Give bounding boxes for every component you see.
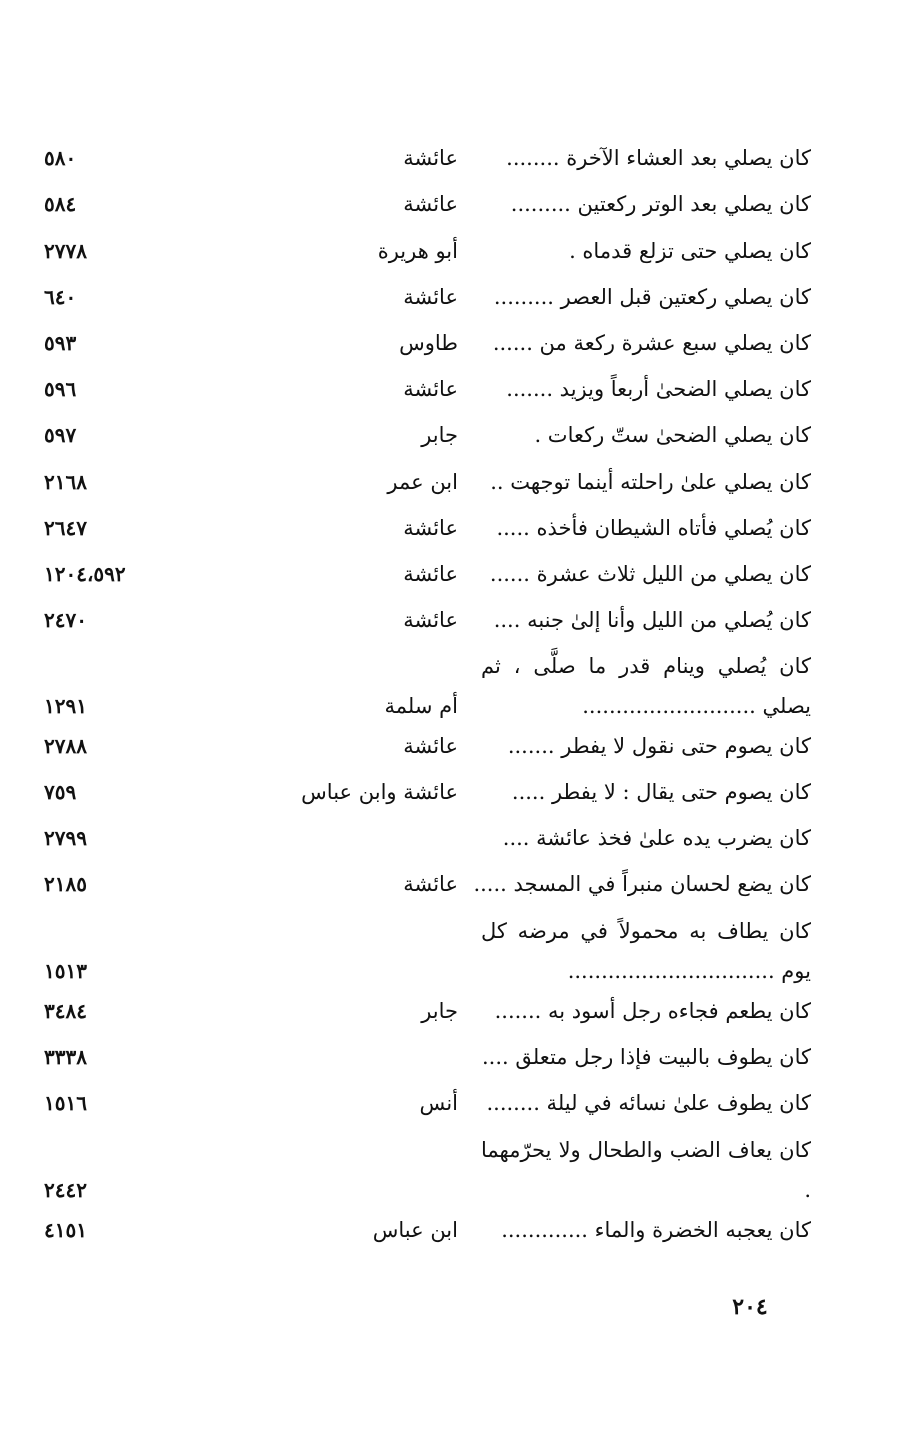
reference-number: ٣٣٣٨	[44, 1045, 87, 1069]
index-entry	[0, 1083, 897, 1129]
reference-number: ٢٧٨٨	[44, 734, 87, 758]
index-entry	[0, 1210, 897, 1256]
hadith-text: كان يصلي سبع عشرة ركعة من ......	[492, 331, 811, 355]
hadith-text: كان يعاف الضب والطحال ولا يحرّمهما .	[481, 1138, 811, 1202]
index-entry	[0, 231, 897, 277]
reference-number: ٥٩٦	[44, 377, 77, 401]
reference-number: ٢١٨٥	[44, 872, 87, 896]
hadith-text: كان يصلي بعد الوتر ركعتين .........	[510, 192, 811, 216]
narrator: عائشة	[403, 562, 458, 586]
hadith-text: كان يطوف علىٰ نسائه في ليلة ........	[486, 1091, 811, 1115]
hadith-text: كان يصلي علىٰ راحلته أينما توجهت ..	[490, 470, 811, 494]
index-entry	[0, 864, 897, 910]
reference-number: ٤١٥١	[44, 1218, 87, 1242]
reference-number: ٥٩٣	[44, 331, 77, 355]
narrator: جابر	[421, 999, 458, 1023]
index-entry	[0, 818, 897, 864]
hadith-text: كان يضرب يده علىٰ فخذ عائشة ....	[502, 826, 811, 850]
index-entry	[0, 184, 897, 230]
hadith-text: كان يضع لحسان منبراً في المسجد .....	[473, 872, 811, 896]
reference-number: ٢٤٧٠	[44, 608, 87, 632]
narrator: جابر	[421, 423, 458, 447]
hadith-text: كان يعجبه الخضرة والماء .............	[501, 1218, 811, 1242]
hadith-text: كان يُصلي فأتاه الشيطان فأخذه .....	[496, 516, 811, 540]
narrator: عائشة	[403, 192, 458, 216]
reference-number: ١٥١٣	[44, 959, 87, 983]
reference-number: ١٢٠٤،٥٩٢	[44, 562, 126, 586]
reference-number: ٥٨٠	[44, 146, 77, 170]
hadith-text: كان يطاف به محمولاً في مرضه كل يوم ...............................	[481, 919, 811, 983]
hadith-text: كان يصوم حتى نقول لا يفطر .......	[507, 734, 811, 758]
index-entry	[0, 138, 897, 184]
index-entry	[0, 277, 897, 323]
narrator: عائشة	[403, 872, 458, 896]
hadith-text: كان يصلي بعد العشاء الآخرة ........	[506, 146, 811, 170]
hadith-text: كان يصوم حتى يقال : لا يفطر .....	[511, 780, 811, 804]
index-entry	[0, 1037, 897, 1083]
reference-number: ٢١٦٨	[44, 470, 87, 494]
index-entry	[0, 1130, 897, 1210]
narrator: أم سلمة	[384, 694, 458, 718]
hadith-text: كان يطعم فجاءه رجل أسود به .......	[494, 999, 811, 1023]
narrator: عائشة	[403, 734, 458, 758]
narrator: عائشة	[403, 377, 458, 401]
reference-number: ٣٤٨٤	[44, 999, 87, 1023]
index-entry	[0, 726, 897, 772]
narrator: طاوس	[399, 331, 458, 355]
narrator: عائشة	[403, 285, 458, 309]
hadith-text: كان يُصلي من الليل وأنا إلىٰ جنبه ....	[493, 608, 811, 632]
reference-number: ٢٦٤٧	[44, 516, 87, 540]
narrator: ابن عمر	[387, 470, 458, 494]
index-entry	[0, 646, 897, 726]
hadith-text: كان يصلي ركعتين قبل العصر .........	[493, 285, 811, 309]
reference-number: ١٥١٦	[44, 1091, 87, 1115]
reference-number: ٥٨٤	[44, 192, 77, 216]
index-entry	[0, 911, 897, 991]
index-entry	[0, 323, 897, 369]
narrator: عائشة وابن عباس	[301, 780, 458, 804]
hadith-text: كان يصلي الضحىٰ ستّ ركعات .	[534, 423, 811, 447]
index-entry	[0, 508, 897, 554]
hadith-text: كان يصلي الضحىٰ أربعاً ويزيد .......	[506, 377, 811, 401]
hadith-text: كان يُصلي وينام قدر ما صلَّى ، ثم يصلي ..........................	[481, 654, 811, 718]
narrator: عائشة	[403, 608, 458, 632]
index-entry	[0, 991, 897, 1037]
narrator: أبو هريرة	[377, 239, 458, 263]
hadith-text: كان يصلي من الليل ثلاث عشرة ......	[489, 562, 811, 586]
reference-number: ٢٤٤٢	[44, 1178, 87, 1202]
index-entry	[0, 462, 897, 508]
index-entry	[0, 772, 897, 818]
narrator: عائشة	[403, 516, 458, 540]
narrator: أنس	[419, 1091, 458, 1115]
index-entry	[0, 415, 897, 461]
index-entry	[0, 369, 897, 415]
reference-number: ١٢٩١	[44, 694, 87, 718]
hadith-text: كان يصلي حتى تزلع قدماه .	[569, 239, 811, 263]
index-entry	[0, 554, 897, 600]
page-number: ٢٠٤	[732, 1294, 768, 1320]
index-entry	[0, 600, 897, 646]
narrator: ابن عباس	[372, 1218, 458, 1242]
reference-number: ٧٥٩	[44, 780, 77, 804]
narrator: عائشة	[403, 146, 458, 170]
reference-number: ٦٤٠	[44, 285, 77, 309]
reference-number: ٥٩٧	[44, 423, 77, 447]
hadith-text: كان يطوف بالبيت فإذا رجل متعلق ....	[481, 1045, 811, 1069]
reference-number: ٢٧٧٨	[44, 239, 87, 263]
reference-number: ٢٧٩٩	[44, 826, 87, 850]
